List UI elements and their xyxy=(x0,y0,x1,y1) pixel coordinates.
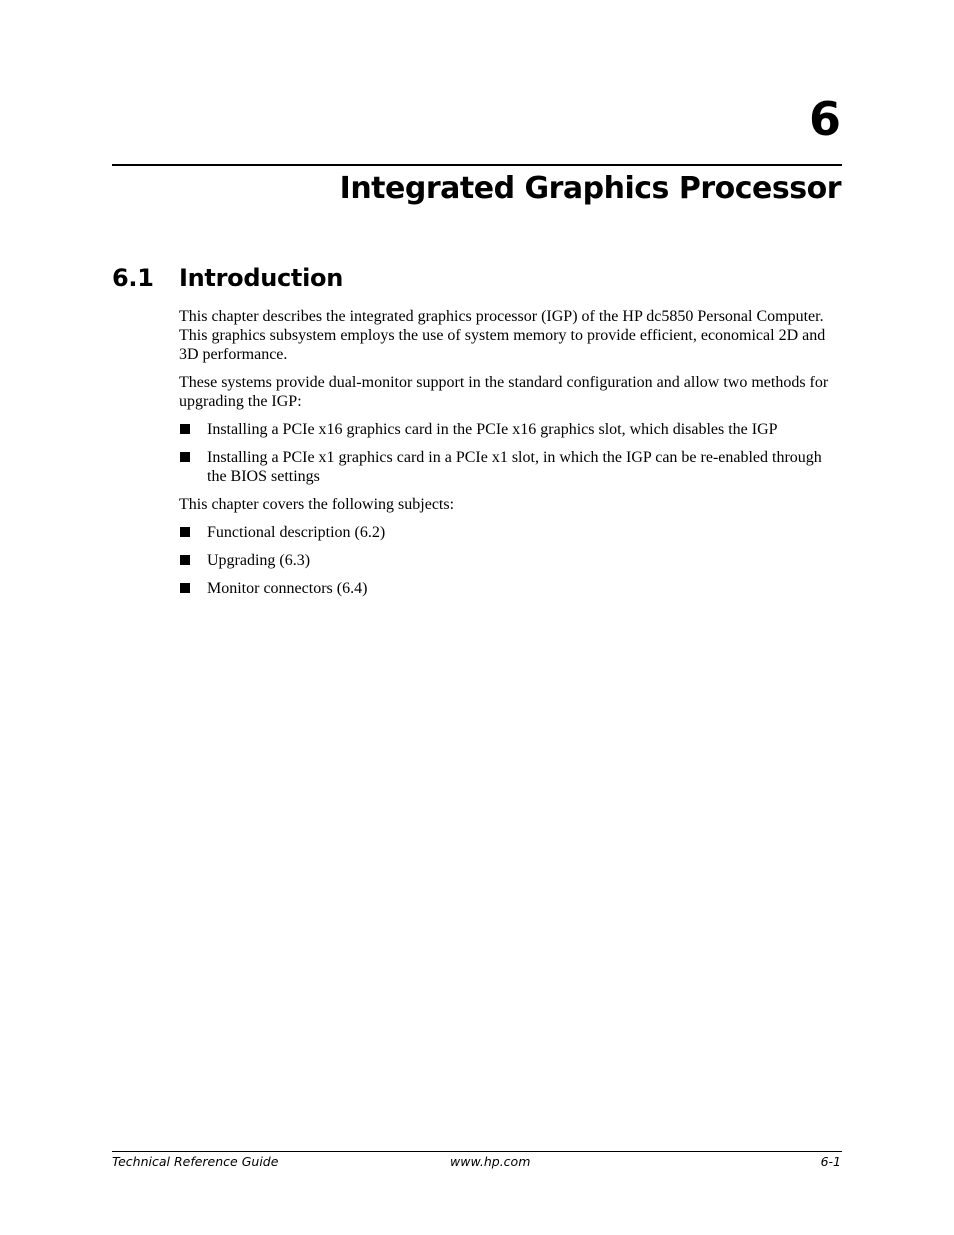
dual-monitor-paragraph: These systems provide dual-monitor support in the standard configuration and allow two methods for upgrading the IGP: xyxy=(179,374,829,410)
list-item-text: Upgrading (6.3) xyxy=(207,552,311,569)
list-item-text: Monitor connectors (6.4) xyxy=(207,580,368,597)
chapter-number: 6 xyxy=(808,92,841,146)
footer-divider xyxy=(112,1151,842,1152)
list-item-text: Installing a PCIe x16 graphics card in the PCIe x16 graphics slot, which disables the IGP xyxy=(207,421,778,438)
square-bullet-icon xyxy=(180,424,190,434)
chapter-divider xyxy=(112,164,842,166)
section-number: 6.1 xyxy=(112,264,154,292)
section-body xyxy=(179,307,829,607)
intro-paragraph: This chapter describes the integrated graphics processor (IGP) of the HP dc5850 Personal Computer. This graphics subsystem employs the use of system memory to provide efficient, economical 2D and 3D performance. xyxy=(179,308,826,363)
footer-website: www.hp.com xyxy=(450,1154,531,1169)
list-item-text: Functional description (6.2) xyxy=(207,524,386,541)
subjects-list xyxy=(179,523,829,598)
list-item xyxy=(179,448,829,486)
upgrade-methods-list xyxy=(179,420,829,486)
footer-document-title: Technical Reference Guide xyxy=(112,1154,279,1169)
square-bullet-icon xyxy=(180,527,190,537)
square-bullet-icon xyxy=(180,583,190,593)
subjects-intro-paragraph: This chapter covers the following subjects: xyxy=(179,496,455,513)
square-bullet-icon xyxy=(180,555,190,565)
section-title: Introduction xyxy=(179,264,343,292)
list-item xyxy=(179,551,829,570)
list-item xyxy=(179,420,829,439)
footer-page-number: 6-1 xyxy=(820,1154,841,1169)
square-bullet-icon xyxy=(180,452,190,462)
list-item xyxy=(179,579,829,598)
list-item xyxy=(179,523,829,542)
list-item-text: Installing a PCIe x1 graphics card in a PCIe x1 slot, in which the IGP can be re-enabled through the BIOS settings xyxy=(207,449,822,485)
chapter-title: Integrated Graphics Processor xyxy=(339,171,841,206)
section-heading xyxy=(112,264,343,293)
